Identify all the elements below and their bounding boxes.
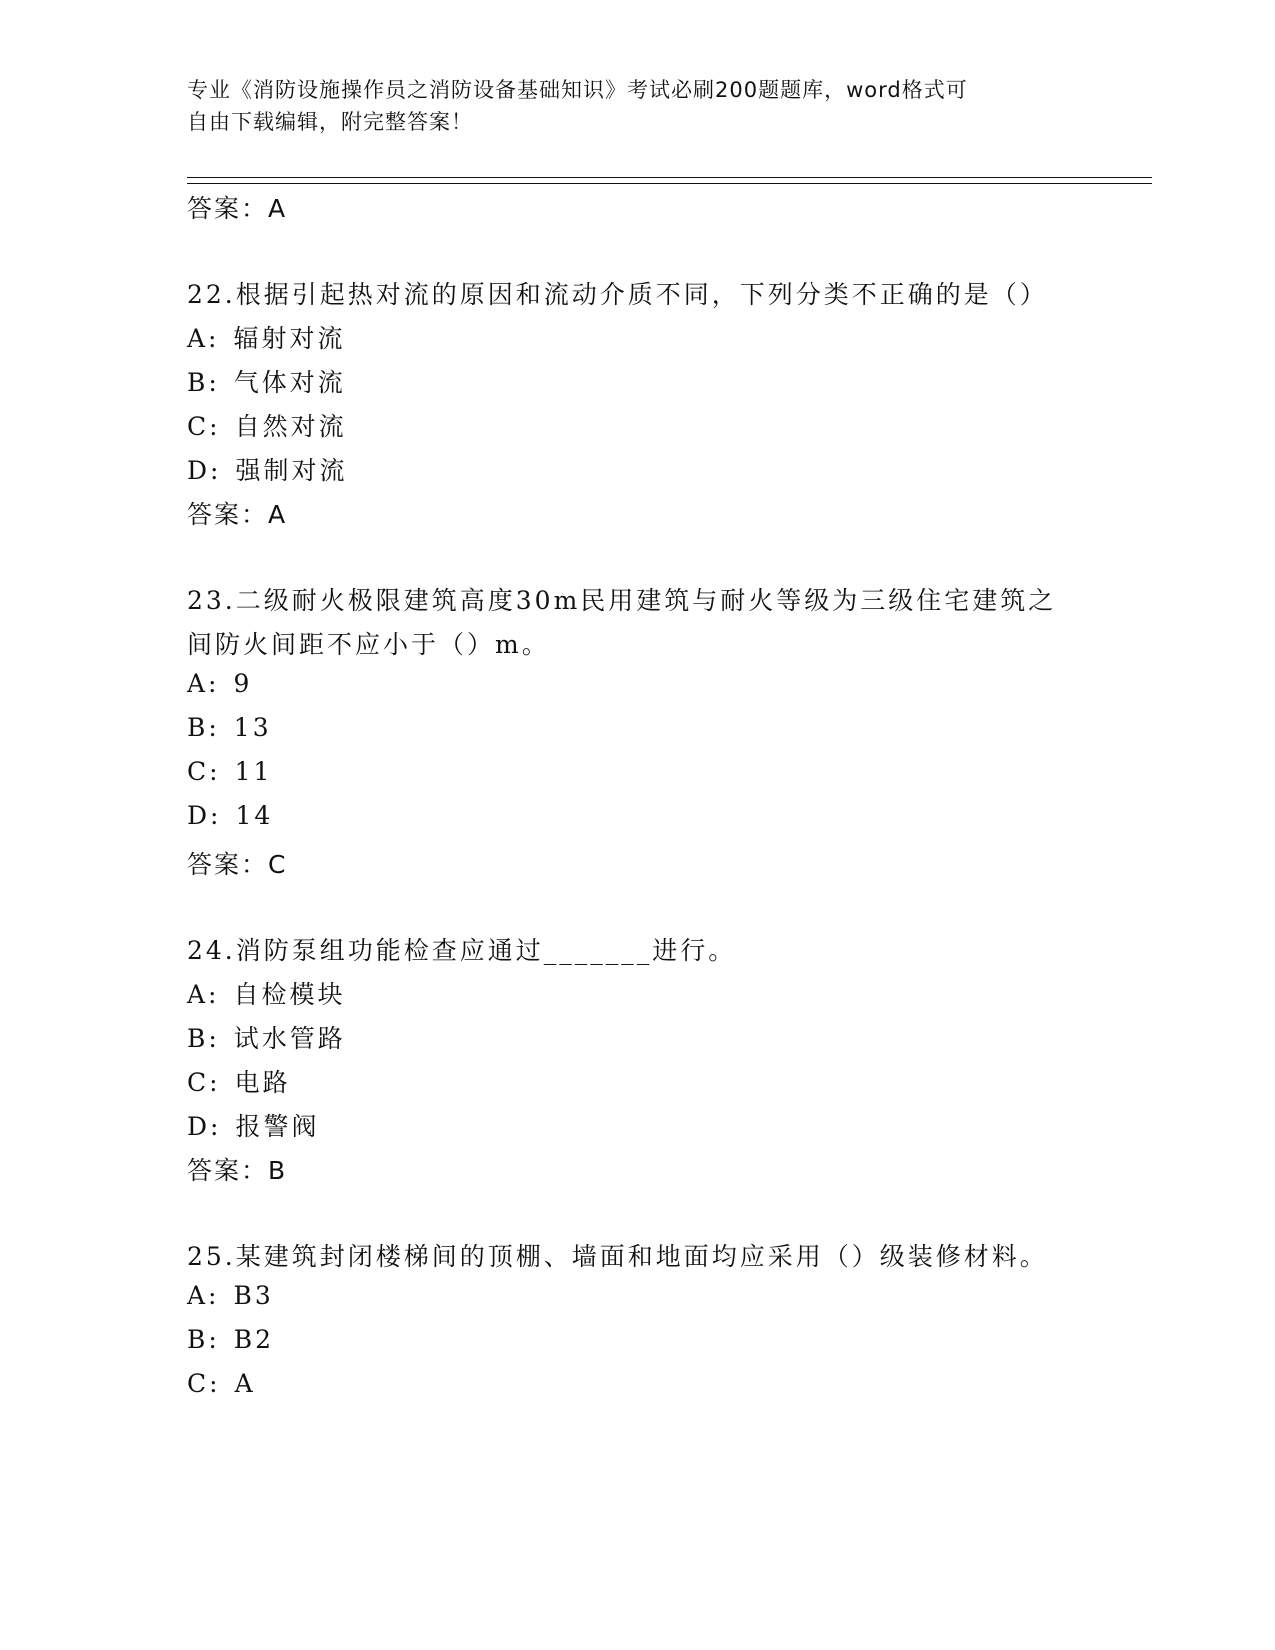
question-stem: 22.根据引起热对流的原因和流动介质不同，下列分类不正确的是（） [187,280,1048,309]
option-key: A: [187,669,220,698]
option-key: B: [187,1325,220,1354]
answer-label: 答案： [187,1156,269,1185]
header-rule-bottom [187,183,1152,184]
option-key: B: [187,1024,220,1053]
option-key: A: [187,324,220,353]
question-stem: 25.某建筑封闭楼梯间的顶棚、墙面和地面均应采用（）级装修材料。 [187,1242,1048,1271]
header-line-1: 专业《消防设施操作员之消防设备基础知识》考试必刷200题题库，word格式可 [187,78,968,102]
option-item [187,451,347,487]
option-text: B2 [233,1325,275,1354]
option-text: 气体对流 [233,368,346,397]
option-text: 报警阀 [235,1112,320,1141]
option-item [187,1369,256,1398]
answer-label: 答案： [187,194,269,223]
option-key: D: [187,456,222,485]
option-key: C: [187,757,221,786]
header-rule-top [187,177,1152,178]
answer-label: 答案： [187,850,269,879]
option-item [187,757,272,786]
option-text: 强制对流 [235,456,348,485]
answer-value: B [268,1156,288,1185]
option-key: D: [187,801,222,830]
option-key: C: [187,1068,221,1097]
answer-value: A [268,500,288,529]
option-item [187,1107,319,1143]
option-item [187,1063,291,1099]
option-item [187,363,346,399]
option-key: C: [187,1369,221,1398]
option-item [187,407,347,443]
answer-value: A [268,194,288,223]
option-text: B3 [233,1281,274,1310]
option-text: 11 [234,757,273,786]
answer-line [187,1151,287,1187]
answer-line [187,845,287,881]
option-text: 13 [233,713,272,742]
option-key: C: [187,412,221,441]
header-line-2: 自由下载编辑，附完整答案！ [187,110,473,134]
option-text: 辐射对流 [233,324,346,353]
option-text: 9 [233,669,253,698]
answer-value: C [268,850,288,879]
option-key: D: [187,1112,222,1141]
answer-label: 答案： [187,500,269,529]
option-item [187,801,273,830]
option-item [187,1281,274,1310]
option-text: 自检模块 [233,980,346,1009]
question-stem-continued: 间防火间距不应小于（）m。 [187,630,550,659]
option-item [187,1325,274,1354]
option-item [187,319,346,355]
option-text: 试水管路 [233,1024,346,1053]
option-item [187,1019,346,1055]
option-item [187,669,252,698]
option-key: A: [187,980,220,1009]
option-key: A: [187,1281,220,1310]
option-text: 电路 [234,1068,291,1097]
option-key: B: [187,368,220,397]
document-header [187,74,1087,138]
option-item [187,713,272,742]
question-stem: 23.二级耐火极限建筑高度30m民用建筑与耐火等级为三级住宅建筑之 [187,586,1057,615]
option-text: 自然对流 [234,412,347,441]
option-key: B: [187,713,220,742]
answer-line [187,189,287,225]
option-item [187,975,346,1011]
answer-line [187,495,287,531]
option-text: A [234,1369,256,1398]
option-text: 14 [235,801,274,830]
question-stem: 24.消防泵组功能检查应通过_______进行。 [187,936,737,965]
